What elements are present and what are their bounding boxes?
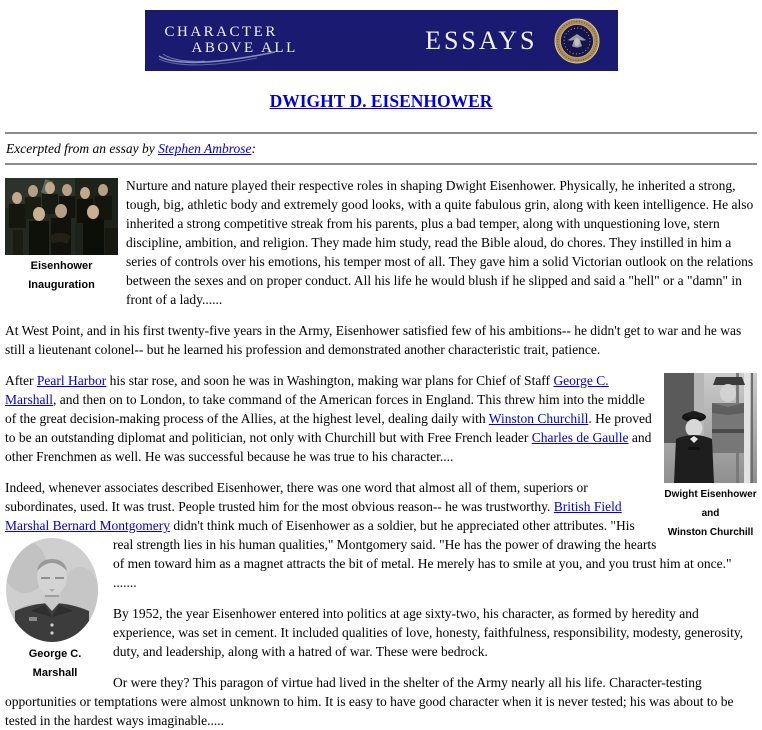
essays-label: ESSAYS (425, 25, 538, 55)
logo-line2: ABOVE ALL (191, 40, 298, 56)
p3-run2: , and then on to London, to take command of the American forces in England. This threw him into the middle of the great decision-making process of the Allies, at the highest level, dealing daily with (5, 392, 645, 426)
p4-run2: human qualities," Montgomery said. "He has the power of drawing the hearts of men toward him as a magnet attracts the bit of metal. He merely has to smile at you, and you trust him at once." ....... (113, 537, 732, 590)
churchill-caption-line1: Dwight Eisenhower and (664, 489, 757, 519)
inauguration-caption: Eisenhower Inauguration (28, 260, 95, 291)
p3-run1: his star rose, and soon he was in Washington, making war plans for Chief of Staff (106, 373, 554, 388)
p4-run1: didn't think much of Eisenhower as a soldier, but he appreciated other attributes. "His real strength lies in his (113, 518, 635, 552)
character-above-all-banner (145, 10, 618, 71)
churchill-photo-block (664, 373, 757, 540)
character-above-all-logo (165, 25, 350, 56)
pearl-harbor-link[interactable]: Pearl Harbor (36, 373, 107, 388)
byline (6, 141, 757, 157)
divider-top (5, 132, 757, 134)
charles-de-gaulle-link[interactable]: Charles de Gaulle (531, 430, 629, 445)
george-marshall-photo (5, 537, 99, 643)
divider-bottom (5, 163, 757, 165)
winston-churchill-link[interactable]: Winston Churchill (488, 411, 589, 426)
p4-run0: Indeed, whenever associates described Eisenhower, there was one word that almost all of them, superiors or subordinates, used. It was trust. People trusted him for the most obvious reason-- he was trustworthy. (5, 480, 588, 514)
p3-run0: After (5, 373, 37, 388)
churchill-caption-line2: Winston Churchill (667, 527, 754, 538)
essay-content (5, 176, 757, 730)
inauguration-photo-block (5, 178, 118, 293)
eisenhower-inauguration-photo (5, 178, 118, 255)
paragraph-by1952: By 1952, the year Eisenhower entered into politics at age sixty-two, his character, as formed by heredity and experience, was set in cement. It included qualities of love, honesty, faithfulness, responsibility, modesty, generosity, duty, and leadership, along with a hatred of war. These were bedrock. (113, 606, 744, 659)
byline-prefix: Excerpted from an essay by (6, 141, 159, 156)
p3-run4: and other Frenchmen as well. He was successful because he was true to his character.... (5, 430, 652, 464)
logo-line1: CHARACTER (164, 24, 278, 40)
page-title (5, 91, 757, 112)
byline-suffix: : (251, 141, 256, 156)
bernard-montgomery-link[interactable]: British Field Marshal Bernard Montgomery (5, 499, 622, 533)
logo-swoosh-icon (157, 46, 307, 68)
churchill-caption (664, 489, 756, 538)
paragraph-westpoint: At West Point, and in his first twenty-five years in the Army, Eisenhower satisfied few of his ambitions-- he didn't get to war and he was still a lieutenant colonel-- but he learned his profession and demonstrated another characteristic trait, patience. (5, 323, 742, 357)
stephen-ambrose-link[interactable]: Stephen Ambrose (158, 141, 252, 156)
marshall-photo-block (5, 537, 105, 681)
eisenhower-title-link[interactable]: DWIGHT D. EISENHOWER (269, 91, 493, 111)
paragraph-nurture-text: Nurture and nature played their respective roles in shaping Dwight Eisenhower. Physically, he inherited a strong, tough, big, athletic body and extremely good looks, with a quite fabulous grin, along with keen intelligence. He also inherited a strong competitive streak from his parents, plus a bad temper, along with unquestioning love, stern discipline, ambition, and religion. They made him study, read the Bible aloud, do chores. They instilled in him a series of controls over his emotions, his temper most of all. They gave him a solid Victorian outlook on the relations between the sexes and on proper conduct. All his life he would blush if he slipped and said a "hell" or a "damn" in front of a lady...... (126, 178, 754, 307)
presidential-seal-icon (554, 18, 600, 64)
paragraph-nurture (5, 176, 757, 309)
p3-run3: . He proved to be an outstanding diplomat and politician, not only with Churchill but with Free French leader (5, 411, 652, 445)
eisenhower-churchill-photo (664, 373, 757, 483)
marshall-caption: George C. Marshall (28, 648, 82, 679)
paragraph-or-were-they: Or were they? This paragon of virtue had lived in the shelter of the Army nearly all his life. Character-testing opportunities or temptations were almost unknown to him. It is easy to have good character when it is never tested; his was about to be tested in the hardest ways imaginable..... (5, 675, 734, 728)
george-marshall-link[interactable]: George C. Marshall (5, 373, 609, 407)
